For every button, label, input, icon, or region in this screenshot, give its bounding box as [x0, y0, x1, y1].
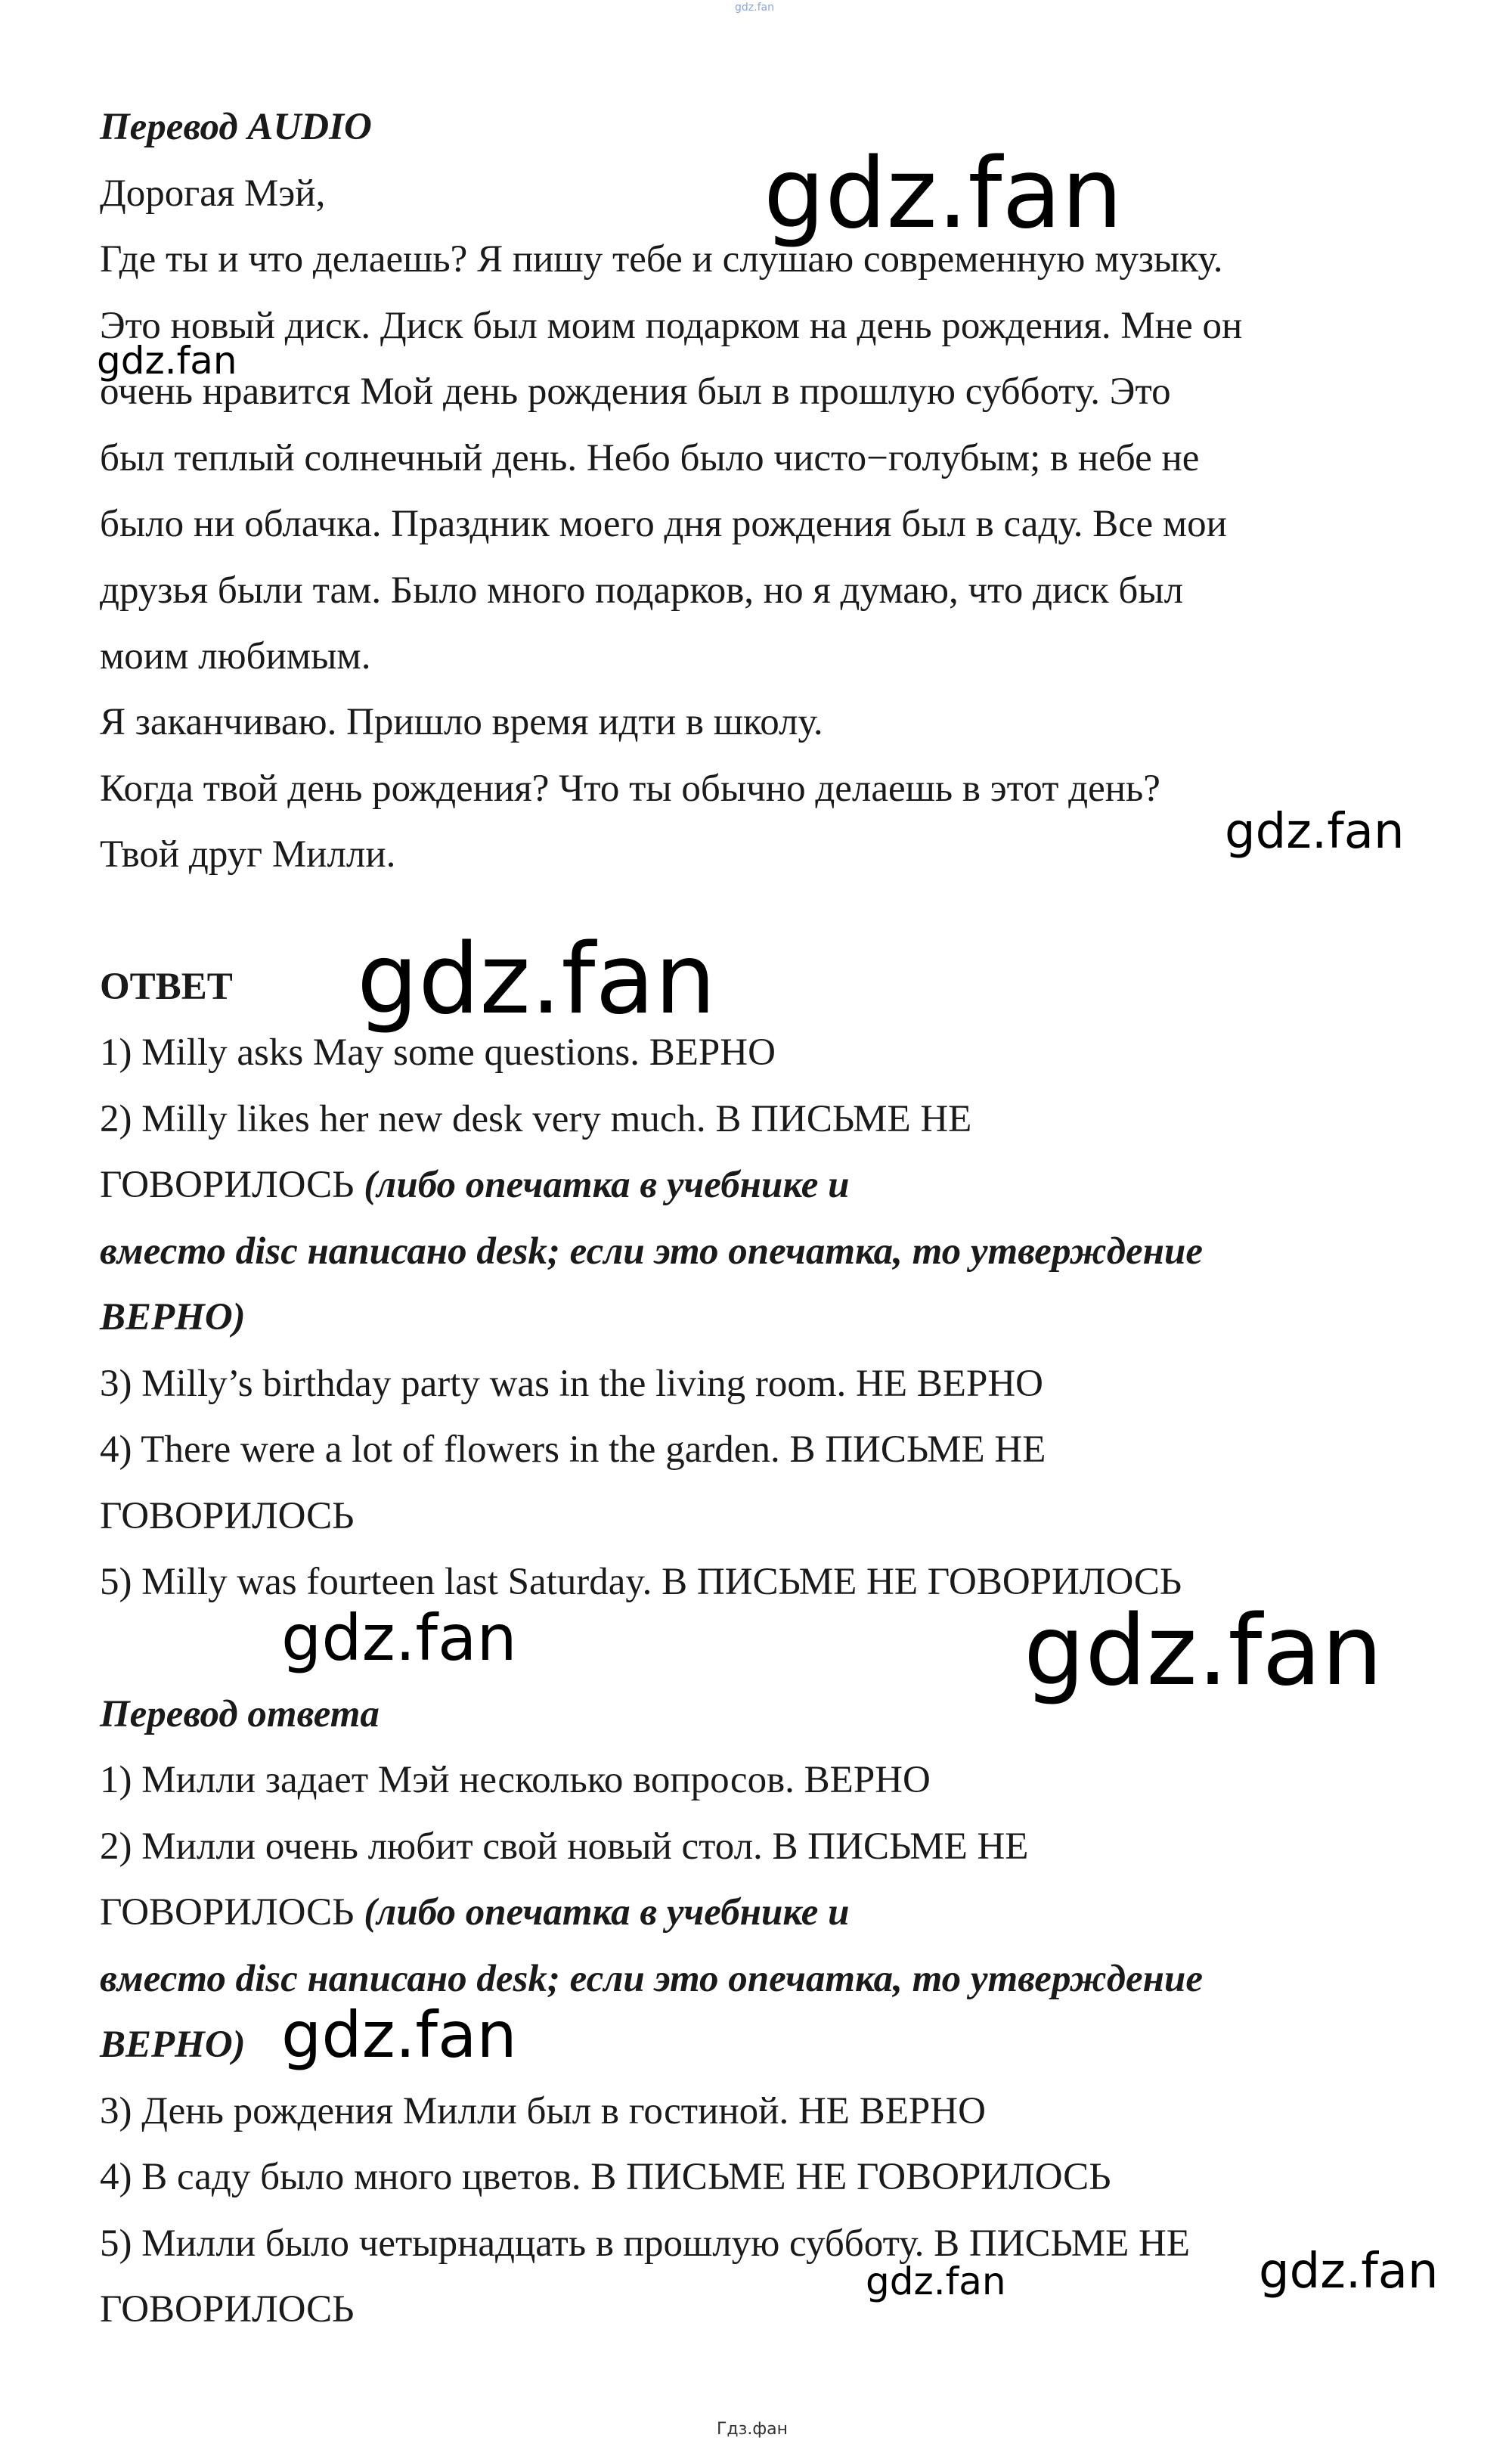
letter-line: моим любимым. — [100, 635, 371, 678]
letter-line: Когда твой день рождения? Что ты обычно делаешь в этот день? — [100, 768, 1160, 810]
translation-line: ГОВОРИЛОСЬ — [100, 2288, 355, 2331]
letter-line: Это новый диск. Диск был моим подарком на день рождения. Мне он — [100, 305, 1243, 347]
answer-line: 4) There were a lot of flowers in the garden. В ПИСЬМЕ НЕ — [100, 1428, 1046, 1471]
translation-line: 5) Милли было четырнадцать в прошлую субботу. В ПИСЬМЕ НЕ — [100, 2222, 1190, 2265]
watermark: gdz.fan — [1259, 2244, 1439, 2300]
translation-note: (либо опечатка в учебнике и — [364, 1891, 850, 1934]
answer-line — [100, 1162, 849, 1208]
answer-line: 1) Milly asks May some questions. ВЕРНО — [100, 1031, 776, 1074]
watermark: gdz.fan — [357, 923, 716, 1036]
answer-line-text: ГОВОРИЛОСЬ — [100, 1164, 364, 1206]
answer-heading: ОТВЕТ — [100, 966, 233, 1008]
letter-line: Где ты и что делаешь? Я пишу тебе и слушаю современную музыку. — [100, 238, 1223, 281]
watermark: gdz.fan — [1024, 1595, 1383, 1707]
translation-line: 4) В саду было много цветов. В ПИСЬМЕ НЕ ГОВОРИЛОСЬ — [100, 2156, 1111, 2198]
answer-note: (либо опечатка в учебнике и — [364, 1164, 850, 1206]
letter-line: был теплый солнечный день. Небо было чисто−голубым; в небе не — [100, 437, 1200, 479]
letter-line: Дорогая Мэй, — [100, 172, 326, 215]
answer-line: ГОВОРИЛОСЬ — [100, 1495, 355, 1537]
translation-line-text: ГОВОРИЛОСЬ — [100, 1891, 364, 1934]
translation-line: 3) День рождения Милли был в гостиной. НЕ ВЕРНО — [100, 2090, 986, 2132]
answer-line: 2) Milly likes her new desk very much. В ПИСЬМЕ НЕ — [100, 1098, 972, 1140]
watermark: gdz.fan — [764, 138, 1123, 250]
watermark: gdz.fan — [281, 1601, 517, 1675]
answer-note: вместо disc написано desk; если это опечатка, то утверждение — [100, 1230, 1203, 1273]
translation-line: 1) Милли задает Мэй несколько вопросов. ВЕРНО — [100, 1759, 931, 1801]
watermark: gdz.fan — [1225, 804, 1405, 860]
letter-line: Твой друг Милли. — [100, 833, 396, 876]
translation-note: вместо disc написано desk; если это опечатка, то утверждение — [100, 1958, 1203, 2000]
letter-line: друзья были там. Было много подарков, но я думаю, что диск был — [100, 569, 1184, 612]
top-watermark: gdz.fan — [735, 2, 774, 14]
watermark: gdz.fan — [866, 2259, 1006, 2303]
answer-note: ВЕРНО) — [100, 1296, 246, 1338]
translation-line: 2) Милли очень любит свой новый стол. В ПИСЬМЕ НЕ — [100, 1825, 1029, 1868]
letter-line: было ни облачка. Праздник моего дня рождения был в саду. Все мои — [100, 503, 1227, 545]
answer-translation-heading: Перевод ответа — [100, 1693, 380, 1735]
translation-heading: Перевод AUDIO — [100, 106, 372, 148]
footer-text: Гдз.фан — [717, 2420, 788, 2439]
watermark: gdz.fan — [281, 1998, 517, 2072]
answer-line: 3) Milly’s birthday party was in the living room. НЕ ВЕРНО — [100, 1363, 1043, 1405]
translation-note: ВЕРНО) — [100, 2024, 246, 2066]
letter-line: очень нравится Мой день рождения был в прошлую субботу. Это — [100, 371, 1171, 413]
translation-line — [100, 1889, 849, 1936]
letter-line: Я заканчиваю. Пришло время идти в школу. — [100, 701, 823, 743]
answer-line: 5) Milly was fourteen last Saturday. В ПИСЬМЕ НЕ ГОВОРИЛОСЬ — [100, 1561, 1182, 1603]
watermark: gdz.fan — [97, 339, 237, 383]
